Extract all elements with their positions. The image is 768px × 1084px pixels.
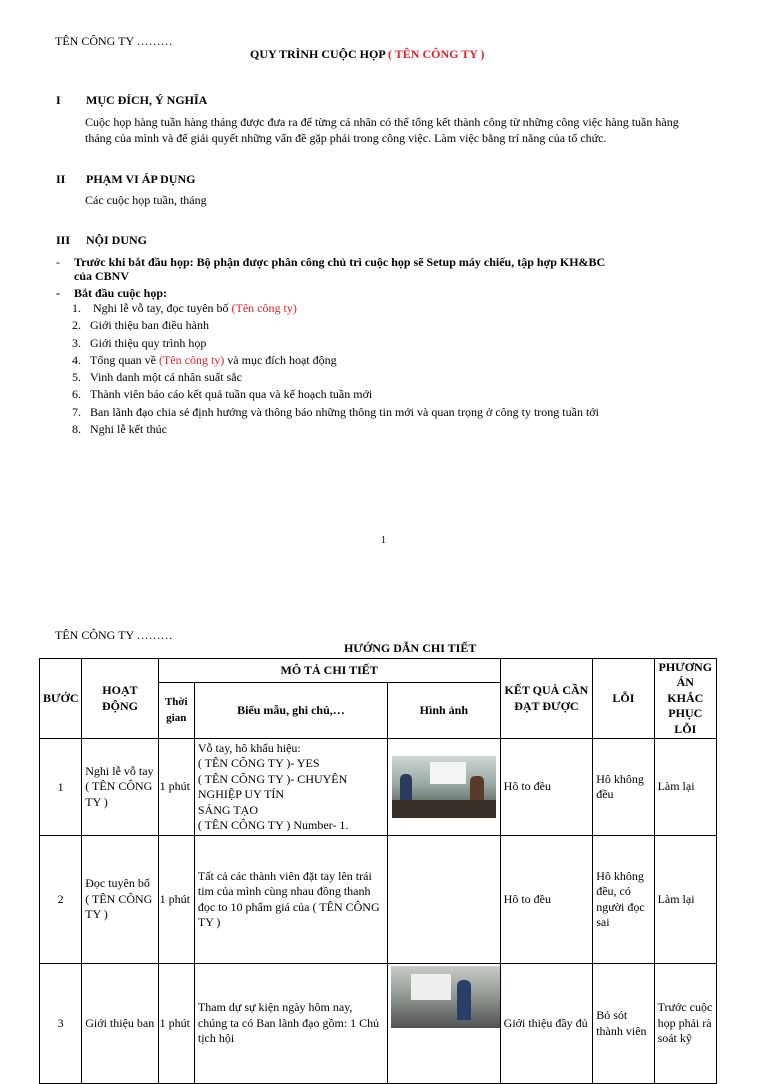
cell-error: Hô không đều <box>593 739 654 836</box>
table-row <box>40 739 717 836</box>
before-meeting-text: Trước khi bắt đầu họp: Bộ phận được phân công chủ trì cuộc họp sẽ Setup máy chiếu, tập hợp KH&BC <box>74 255 606 269</box>
list-item <box>72 301 599 318</box>
section-title-purpose: MỤC ĐÍCH, Ý NGHĨA <box>86 93 208 107</box>
cell-activity: Giới thiệu ban <box>82 964 158 1084</box>
cell-error: Hô không đều, có người đọc sai <box>593 836 654 964</box>
before-meeting-text-cont: của CBNV <box>74 269 130 283</box>
header-result: KẾT QUẢ CẦN ĐẠT ĐƯỢC <box>500 659 593 739</box>
list-item <box>72 370 599 387</box>
cell-forms <box>194 739 387 836</box>
list-item <box>72 336 599 353</box>
cell-step: 3 <box>40 964 82 1084</box>
purpose-paragraph: Cuộc họp hàng tuần hàng tháng được đưa ra để từng cá nhân có thể tổng kết thành công từ những công việc hàng tuần hàng tháng của mình và để giải quyết những vấn đề gặp phải trong công việc. Làm việc bằng trí năng của tổ chức. <box>85 115 679 145</box>
cell-activity: Nghi lễ vỗ tay ( TÊN CÔNG TY ) <box>82 739 158 836</box>
step-number: 8. <box>72 422 81 437</box>
step-text: Nghi lễ vỗ tay, đọc tuyên bố <box>90 301 232 315</box>
header-recovery: PHƯƠNG ÁN KHẮC PHỤC LỖI <box>654 659 716 739</box>
cell-result: Hô to đều <box>500 836 593 964</box>
step-text: Nghi lễ kết thúc <box>90 422 167 437</box>
meeting-steps-list <box>72 301 599 439</box>
cell-step: 1 <box>40 739 82 836</box>
section-number: III <box>56 233 71 247</box>
step-text: Tổng quan về <box>90 352 159 367</box>
step-text: Thành viên báo cáo kết quả tuần qua và kế hoạch tuần mới <box>90 387 373 402</box>
meeting-photo <box>391 966 500 1028</box>
meeting-photo <box>392 756 496 818</box>
step-text: Vinh danh một cá nhân suất sắc <box>90 370 242 385</box>
list-item <box>72 422 599 439</box>
forms-line: ( TÊN CÔNG TY ) Number- 1. <box>197 818 349 832</box>
step-number: 3. <box>72 335 81 350</box>
section-number: II <box>56 172 66 186</box>
table-row <box>40 836 717 964</box>
cell-image <box>388 739 501 836</box>
step-number: 1. <box>72 301 81 315</box>
company-header: TÊN CÔNG TY ……… <box>55 628 173 642</box>
cell-activity: Đọc tuyên bố ( TÊN CÔNG TY ) <box>82 836 158 964</box>
forms-line: ( TÊN CÔNG TY )- CHUYÊN NGHIỆP UY TÍN <box>197 771 348 801</box>
cell-recovery: Làm lại <box>654 836 716 964</box>
step-number: 4. <box>72 352 81 367</box>
list-item <box>72 353 599 370</box>
section-number: I <box>56 93 61 107</box>
step-number: 7. <box>72 404 81 419</box>
step-text: Giới thiệu quy trình họp <box>90 335 207 350</box>
list-item <box>72 318 599 335</box>
section-title-content: NỘI DUNG <box>86 233 148 247</box>
step-company: (Tên công ty) <box>158 352 225 367</box>
step-text: Giới thiệu ban điều hành <box>90 318 209 333</box>
forms-line: SÁNG TẠO <box>197 802 258 817</box>
header-detail: MÔ TẢ CHI TIẾT <box>158 659 500 683</box>
title-company: ( TÊN CÔNG TY ) <box>388 47 485 61</box>
cell-forms: Tham dự sự kiện ngày hôm nay, chúng ta có Ban lãnh đạo gồm: 1 Chủ tịch hội <box>194 964 387 1084</box>
detail-table <box>39 658 717 1084</box>
company-header: TÊN CÔNG TY ……… <box>55 34 173 48</box>
cell-error: Bỏ sót thành viên <box>593 964 654 1084</box>
header-image: Hình ảnh <box>388 683 501 739</box>
list-item <box>72 405 599 422</box>
document-title <box>250 47 484 62</box>
list-item <box>72 387 599 404</box>
cell-time: 1 phút <box>158 964 194 1084</box>
bullet-dash: - <box>56 255 60 269</box>
step-number: 5. <box>72 370 81 385</box>
forms-line: Vỗ tay, hô khẩu hiệu: <box>197 740 301 755</box>
header-error: LỖI <box>593 659 654 739</box>
cell-forms: Tất cả các thành viên đặt tay lên trái tim của mình cùng nhau đồng thanh đọc to 10 phẩm giá của ( TÊN CÔNG TY ) <box>194 836 387 964</box>
page-number: 1 <box>381 535 386 546</box>
start-meeting-heading: Bắt đầu cuộc họp: <box>74 286 168 300</box>
cell-time: 1 phút <box>158 739 194 836</box>
section-title-scope: PHẠM VI ÁP DỤNG <box>86 172 196 186</box>
bullet-dash: - <box>56 286 60 300</box>
step-company: (Tên công ty) <box>231 301 297 315</box>
header-time: Thời gian <box>158 683 194 739</box>
header-activity: HOẠT ĐỘNG <box>82 659 158 739</box>
header-forms: Biểu mẫu, ghi chú,… <box>194 683 387 739</box>
cell-recovery: Làm lại <box>654 739 716 836</box>
table-title: HƯỚNG DẪN CHI TIẾT <box>344 641 477 655</box>
cell-image <box>388 836 501 964</box>
cell-result: Giới thiệu đầy đủ <box>500 964 593 1084</box>
step-text: Ban lãnh đạo chia sẻ định hướng và thông báo những thông tin mới và quan trọng ở công ty trong tuần tới <box>90 404 599 419</box>
step-number: 2. <box>72 318 81 333</box>
scope-paragraph: Các cuộc họp tuần, tháng <box>85 193 207 207</box>
header-step: BƯỚC <box>40 659 82 739</box>
step-number: 6. <box>72 387 81 402</box>
cell-result: Hô to đều <box>500 739 593 836</box>
title-main: QUY TRÌNH CUỘC HỌP <box>250 47 389 61</box>
cell-time: 1 phút <box>158 836 194 964</box>
cell-step: 2 <box>40 836 82 964</box>
cell-recovery: Trước cuộc họp phải rà soát kỹ <box>654 964 716 1084</box>
step-text-after: và mục đích hoạt động <box>224 352 337 367</box>
forms-line: ( TÊN CÔNG TY )- YES <box>197 756 320 770</box>
